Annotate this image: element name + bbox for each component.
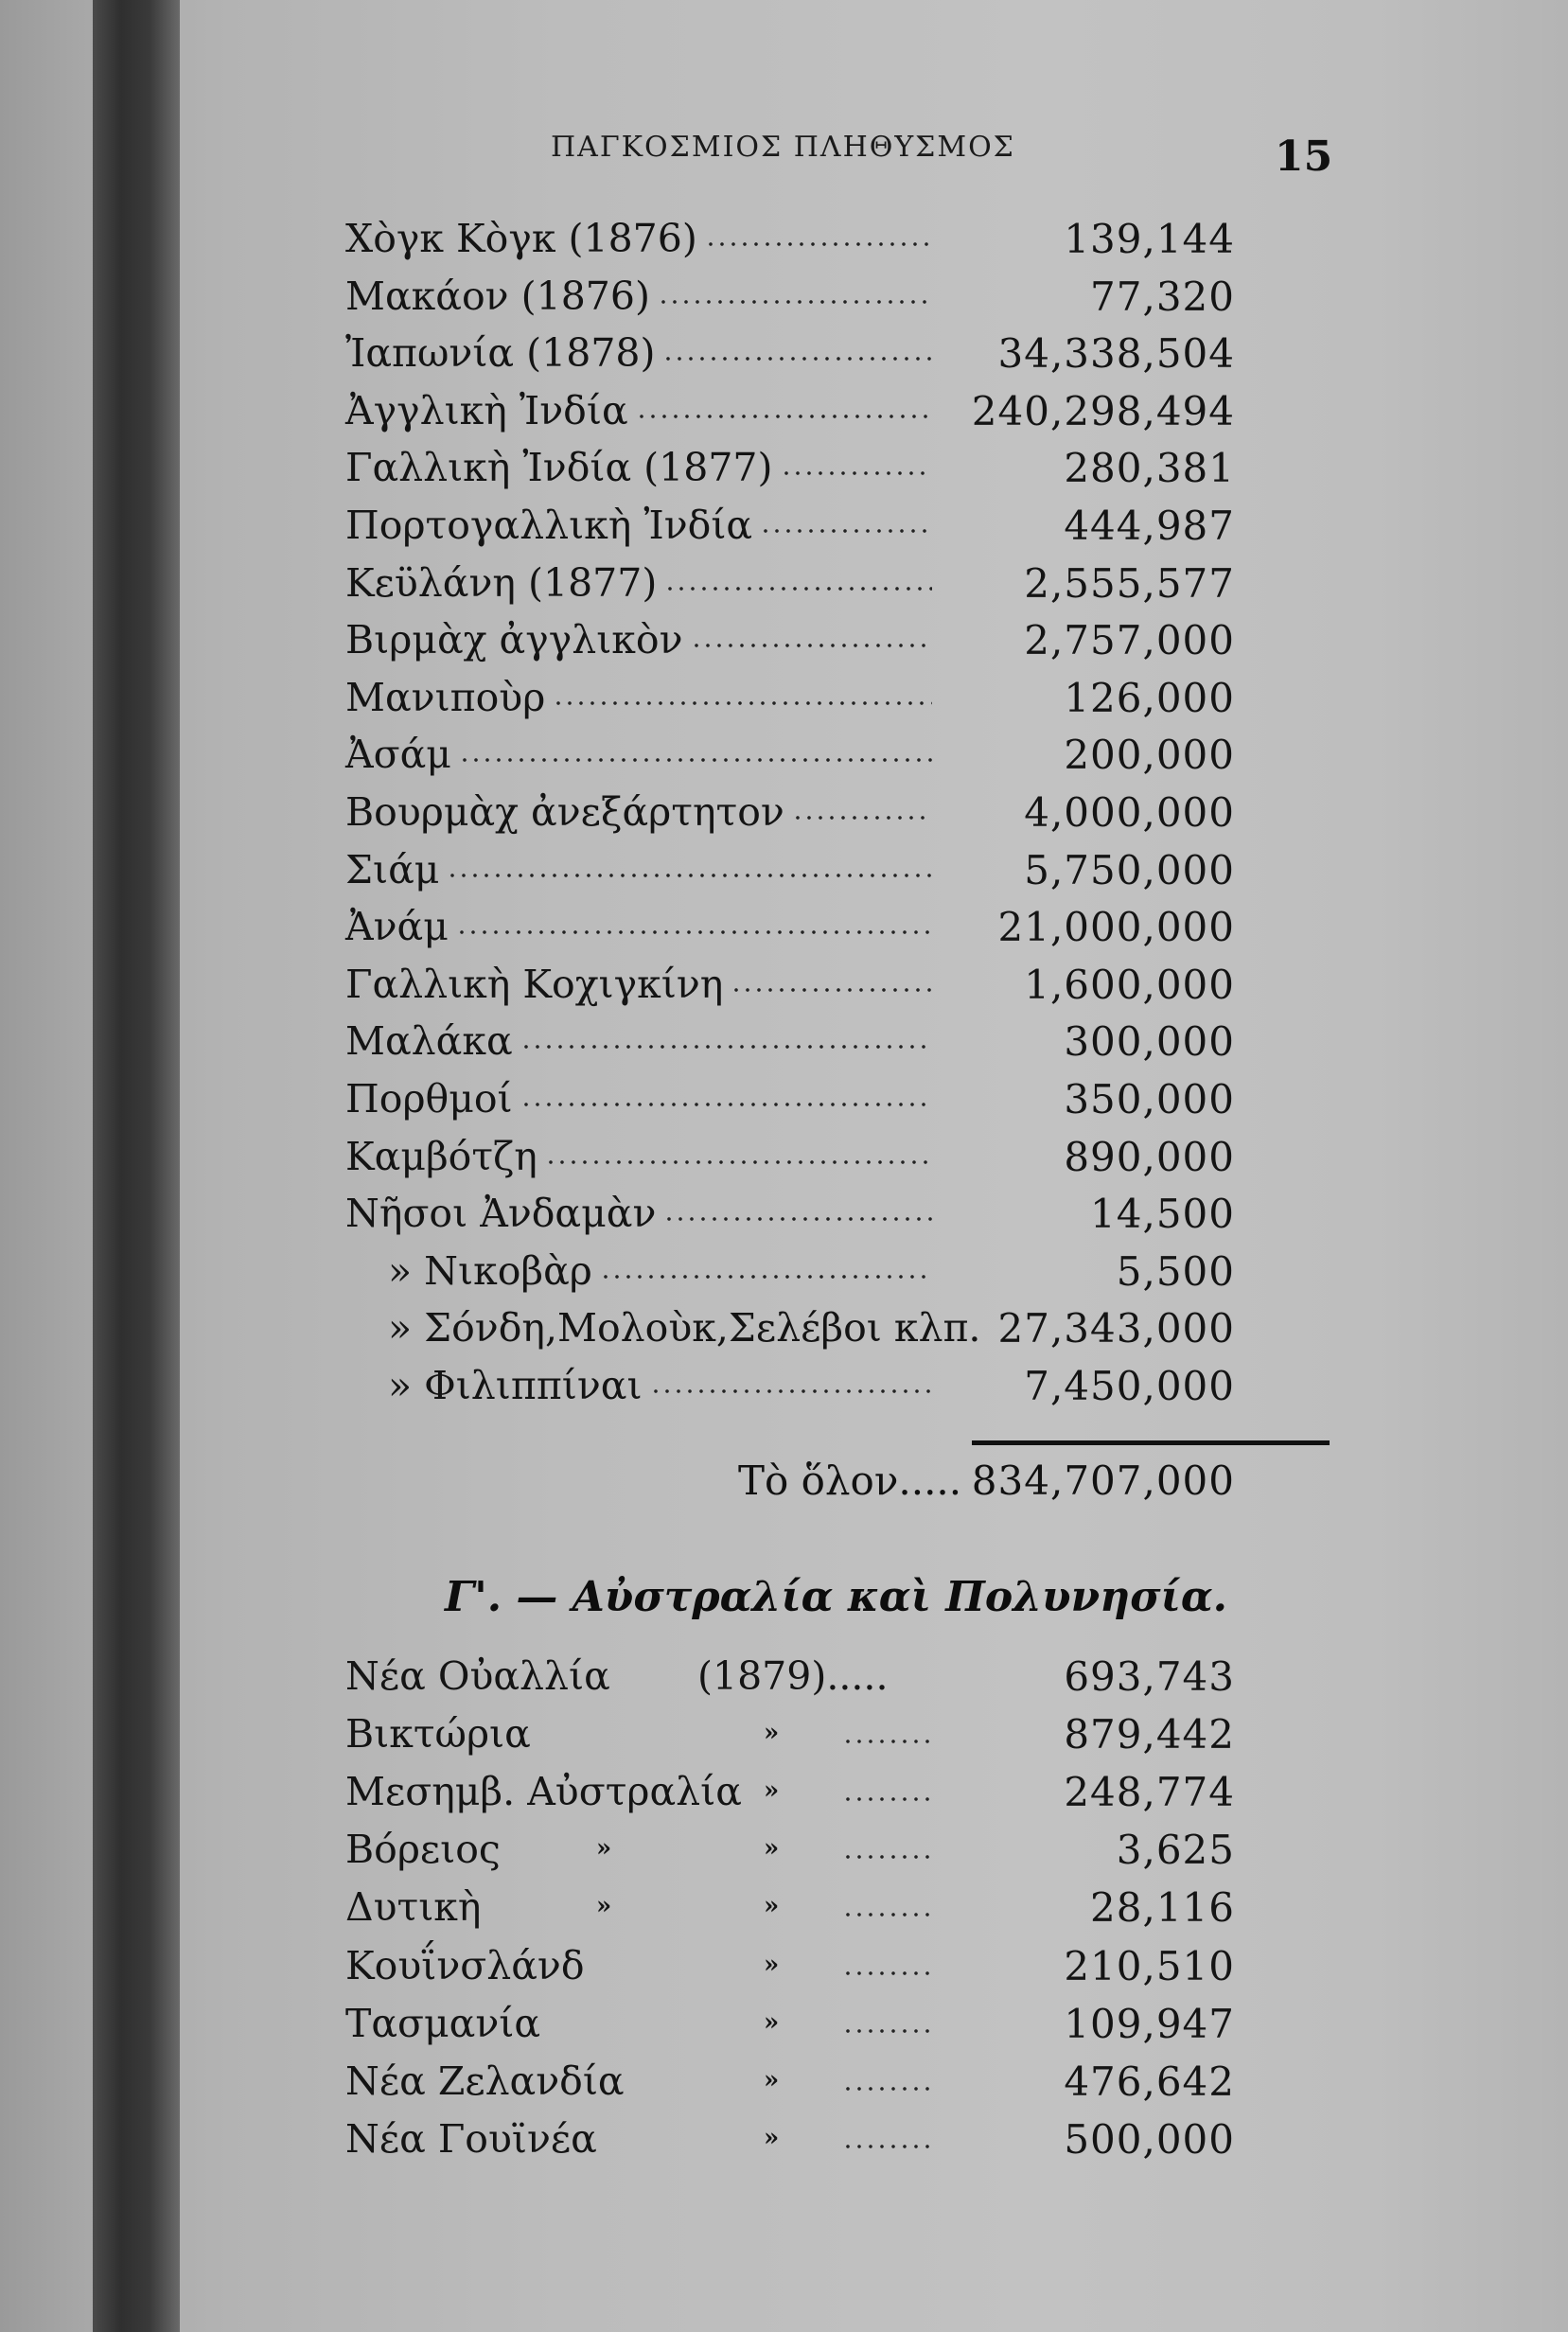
leader-dots [691,644,932,647]
leader-dots [842,1855,933,1859]
table-row [345,1305,1235,1362]
population-value: 3,625 [1116,1827,1235,1874]
leader-dots [662,357,932,361]
place-name: Νέα Γουϊνέα [345,2115,597,2162]
leader-dots [842,1797,933,1801]
table-row [345,2058,1235,2115]
table-row [345,962,1235,1018]
table-row [345,560,1235,617]
table-row [345,1769,1235,1826]
place-name: Τασμανία [345,2000,541,2046]
population-value: 476,642 [1064,2058,1235,2105]
leader-dots [705,242,932,246]
population-value: 240,298,494 [971,387,1235,434]
population-value: 280,381 [1064,445,1235,492]
table-row [345,1653,1235,1710]
leader-dots [760,529,932,533]
place-name: » Νικοβὰρ [388,1247,592,1294]
page-number: 15 [1275,132,1333,181]
place-name: Κουΐνσλάνδ [345,1942,585,1988]
table-row [345,1943,1235,2000]
place-name: Ἀνάμ [345,904,449,950]
leader-dots [842,1971,933,1975]
population-value: 21,000,000 [997,904,1235,951]
leader-dots [447,874,932,877]
total-label: Τὸ ὅλον..... [738,1458,962,1504]
population-value: 300,000 [1064,1018,1235,1066]
place-name: » Σόνδη,Μολοὺκ,Σελέβοι κλπ. [388,1305,981,1352]
table-row [345,1363,1235,1420]
population-value: 5,750,000 [1024,846,1235,893]
table-row [345,904,1235,961]
place-name: Μανιποὺρ [345,674,546,720]
leader-dots [842,1913,933,1917]
running-header: ΠΑΓΚΟΣΜΙΟΣ ΠΛΗΘΥΣΜΟΣ [551,131,1015,164]
total-rule [972,1440,1330,1445]
population-value: 27,343,000 [997,1305,1235,1352]
population-value: 28,116 [1090,1884,1235,1932]
place-name: Μακάον (1876) [345,273,650,319]
leader-dots [842,2029,933,2033]
place-name: Σιάμ [345,846,440,892]
table-row [345,445,1235,502]
ditto-mark: » [596,1834,612,1864]
place-name: Χὸγκ Κὸγκ (1876) [345,216,697,261]
year-mark: » [764,1719,780,1748]
leader-dots [600,1275,932,1279]
year-mark: » [764,2123,780,2152]
year-mark: » [764,1892,780,1921]
population-value: 444,987 [1064,503,1235,549]
table-row [345,216,1235,273]
population-value: 890,000 [1064,1133,1235,1180]
leader-dots [459,758,932,762]
total-value: 834,707,000 [971,1458,1235,1504]
table-row [345,503,1235,559]
leader-dots [663,1217,932,1221]
leader-dots [520,1103,932,1106]
place-name: Ἀγγλικὴ Ἰνδία [345,387,628,433]
leader-dots [456,930,932,934]
leader-dots [658,300,932,304]
leader-dots [781,471,932,475]
year-mark: » [764,1834,780,1864]
table-row [345,274,1235,330]
place-name: Καμβότζη [345,1133,537,1179]
place-name: Ἰαπωνία (1878) [345,330,656,377]
table-row [345,1191,1235,1247]
place-name: Δυτικὴ [345,1884,482,1931]
table-row [345,1018,1235,1075]
leader-dots [545,1160,932,1164]
place-name: Μεσημβ. Αὐστραλία [345,1769,742,1815]
place-name: Γαλλικὴ Κοχιγκίνη [345,961,724,1007]
population-value: 200,000 [1064,732,1235,779]
leader-dots [842,2145,933,2148]
table-row [345,1827,1235,1883]
place-name: Γαλλικὴ Ἰνδία (1877) [345,445,773,491]
population-value: 77,320 [1090,273,1235,320]
year-mark: » [764,2065,780,2094]
place-name: Βικτώρια [345,1711,531,1758]
population-value: 1,600,000 [1024,961,1235,1008]
place-name: Ἀσάμ [345,732,451,778]
population-value: 139,144 [1064,216,1235,262]
leader-dots [520,1045,932,1049]
ditto-mark: » [596,1892,612,1921]
year-mark: » [764,2007,780,2037]
table-row [345,1248,1235,1305]
leader-dots [553,701,932,705]
table-row [345,1076,1235,1133]
leader-dots [731,988,932,992]
population-value: 4,000,000 [1024,789,1235,836]
population-value: 210,510 [1064,1942,1235,1989]
table-row [345,732,1235,788]
leader-dots [664,587,932,591]
table-row [345,1711,1235,1768]
population-value: 248,774 [1064,1769,1235,1816]
table-row [345,847,1235,904]
table-row [345,1884,1235,1941]
leader-dots [842,2087,933,2091]
table-row [345,388,1235,445]
population-value: 500,000 [1064,2115,1235,2163]
section-heading: Γ'. — Αὐστραλία καὶ Πολυνησία. [445,1573,1227,1621]
leader-dots [842,1740,933,1743]
place-name: Βόρειος [345,1827,501,1873]
place-name: Κεϋλάνη (1877) [345,559,658,606]
table-row [345,675,1235,732]
table-row [345,1134,1235,1191]
population-value: 7,450,000 [1024,1363,1235,1409]
year-mark: (1879)..... [697,1653,889,1699]
population-value: 14,500 [1090,1191,1235,1238]
population-value: 5,500 [1116,1247,1235,1295]
table-row [345,2001,1235,2058]
leader-dots [650,1389,932,1393]
population-value: 879,442 [1064,1711,1235,1758]
table-row [345,2116,1235,2173]
place-name: Νῆσοι Ἀνδαμὰν [345,1191,657,1237]
place-name: Βουρμὰχ ἀνεξάρτητον [345,789,784,835]
place-name: Πορθμοί [345,1076,513,1122]
population-value: 109,947 [1064,2000,1235,2047]
population-value: 2,757,000 [1024,617,1235,664]
population-value: 126,000 [1064,674,1235,721]
table-row [345,617,1235,674]
table-row [345,789,1235,846]
population-value: 34,338,504 [997,330,1235,378]
population-value: 350,000 [1064,1076,1235,1122]
table-row [345,330,1235,387]
population-value: 2,555,577 [1024,559,1235,607]
place-name: Βιρμὰχ ἀγγλικὸν [345,617,683,663]
place-name: Νέα Οὐαλλία [345,1653,610,1699]
leader-dots [636,415,932,418]
population-value: 693,743 [1064,1653,1235,1700]
place-name: Πορτογαλλικὴ Ἰνδία [345,503,753,548]
leader-dots [792,816,932,820]
place-name: » Φιλιππίναι [388,1363,643,1408]
place-name: Μαλάκα [345,1018,513,1065]
year-mark: » [764,1776,780,1806]
year-mark: » [764,1950,780,1979]
place-name: Νέα Ζελανδία [345,2058,625,2104]
book-spine-shadow [93,0,180,2332]
